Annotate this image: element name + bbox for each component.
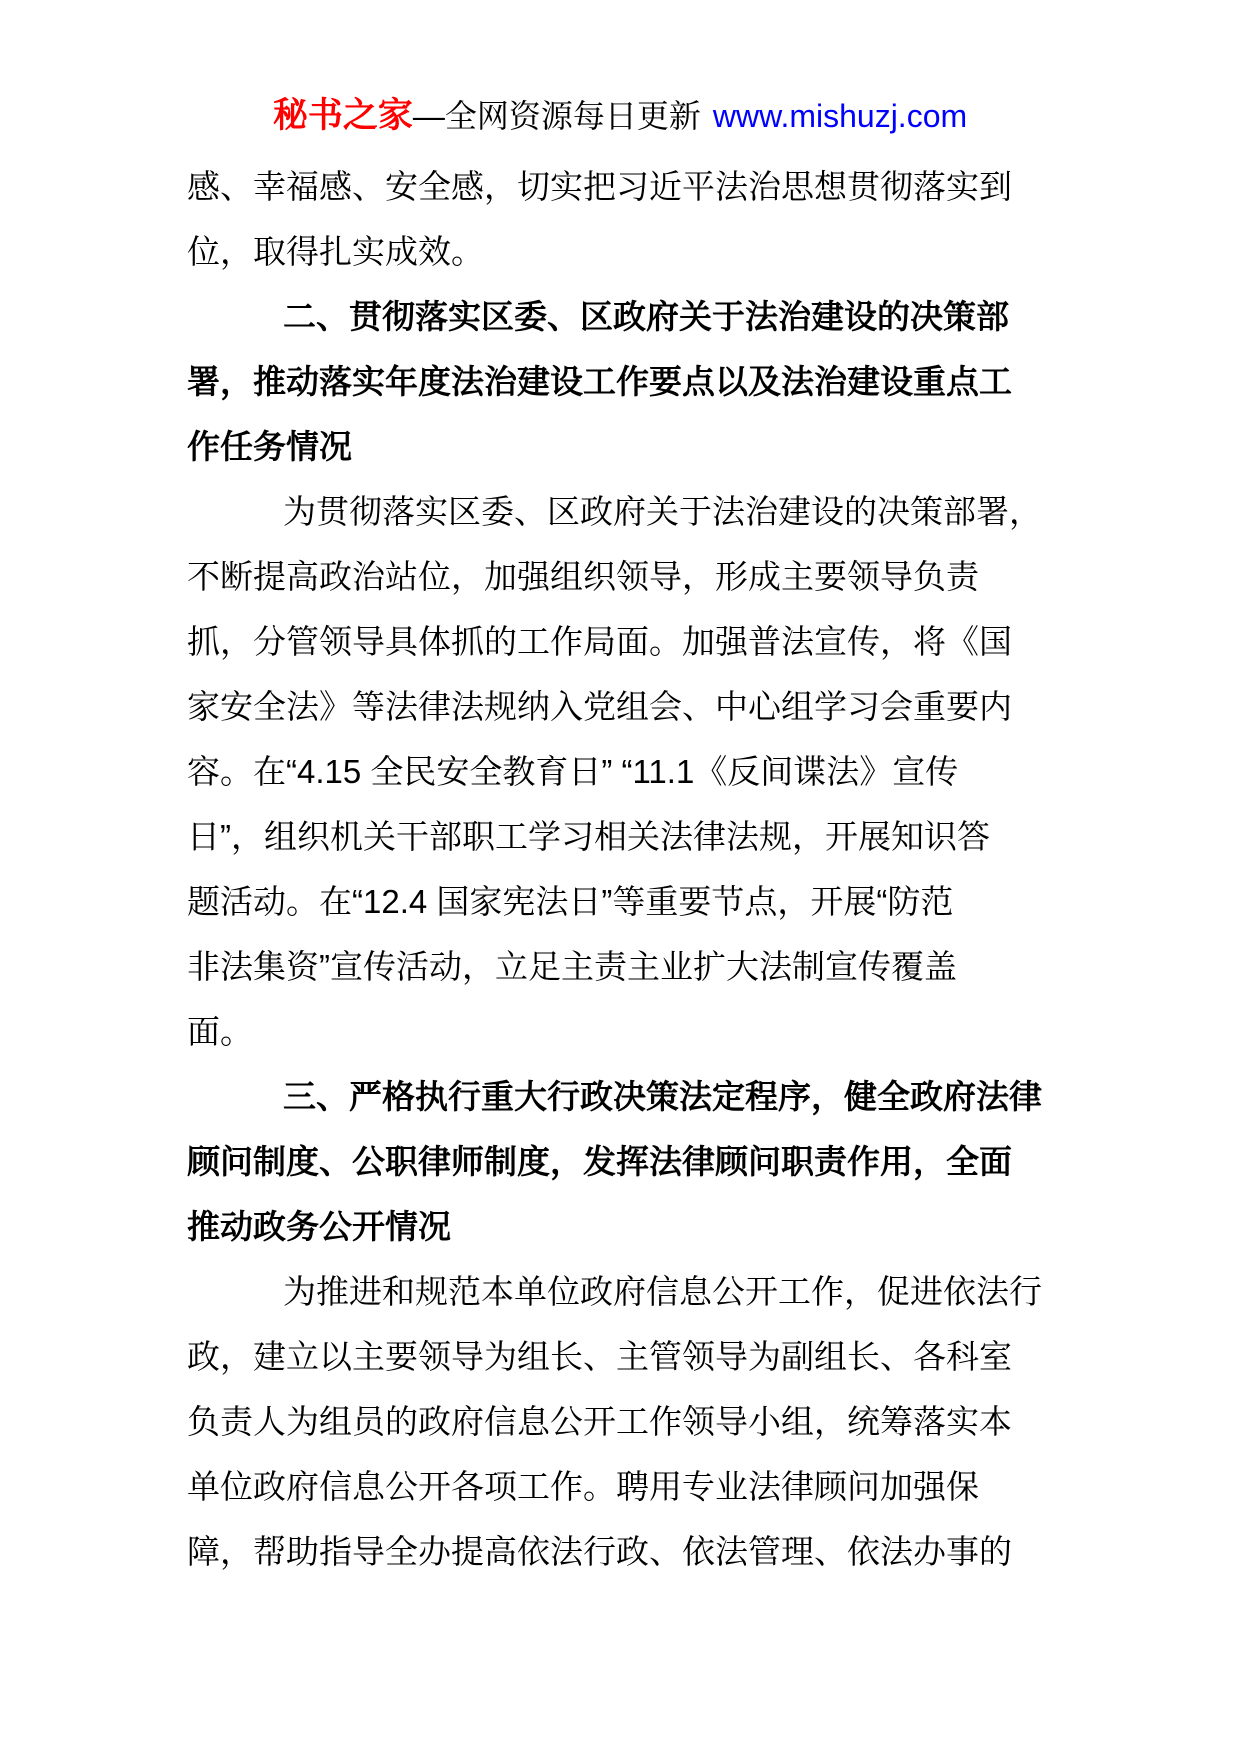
heading-line: 作任务情况 xyxy=(187,428,352,465)
heading-line: 顾问制度、公职律师制度，发挥法律顾问职责作用，全面 xyxy=(187,1143,1012,1180)
text-line: 感、幸福感、安全感，切实把习近平法治思想贯彻落实到 xyxy=(187,168,1012,205)
text-line: 日”，组织机关干部职工学习相关法律法规，开展知识答 xyxy=(187,818,990,855)
text-line: 政，建立以主要领导为组长、主管领导为副组长、各科室 xyxy=(187,1338,1012,1375)
text-line: 位，取得扎实成效。 xyxy=(187,233,484,270)
text-line: 不断提高政治站位，加强组织领导，形成主要领导负责 xyxy=(187,558,979,595)
heading-line: 推动政务公开情况 xyxy=(187,1208,451,1245)
heading-line: 署，推动落实年度法治建设工作要点以及法治建设重点工 xyxy=(187,363,1012,400)
text-line: 家安全法》等法律法规纳入党组会、中心组学习会重要内 xyxy=(187,688,1012,725)
text-line: 抓，分管领导具体抓的工作局面。加强普法宣传，将《国 xyxy=(187,623,1012,660)
document-body xyxy=(187,154,1054,1584)
page-header xyxy=(0,94,1240,138)
header-tagline: —全网资源每日更新 xyxy=(412,98,701,134)
text-line: 负责人为组员的政府信息公开工作领导小组，统筹落实本 xyxy=(187,1403,1012,1440)
heading-line: 二、贯彻落实区委、区政府关于法治建设的决策部 xyxy=(283,298,1009,335)
text-line: 容。在“4.15 全民安全教育日” “11.1《反间谍法》宣传 xyxy=(187,753,959,790)
site-name: 秘书之家 xyxy=(272,96,413,135)
text-line: 障，帮助指导全办提高依法行政、依法管理、依法办事的 xyxy=(187,1533,1012,1570)
text-line: 单位政府信息公开各项工作。聘用专业法律顾问加强保 xyxy=(187,1468,979,1505)
header-url-link[interactable]: www.mishuzj.com xyxy=(712,98,968,134)
text-line: 面。 xyxy=(187,1013,253,1050)
text-line: 为推进和规范本单位政府信息公开工作，促进依法行 xyxy=(283,1273,1042,1310)
text-line: 为贯彻落实区委、区政府关于法治建设的决策部署， xyxy=(283,493,1042,530)
text-line: 题活动。在“12.4 国家宪法日”等重要节点，开展“防范 xyxy=(187,883,954,920)
text-line: 非法集资”宣传活动，立足主责主业扩大法制宣传覆盖 xyxy=(187,948,957,985)
heading-line: 三、严格执行重大行政决策法定程序，健全政府法律 xyxy=(283,1078,1042,1115)
